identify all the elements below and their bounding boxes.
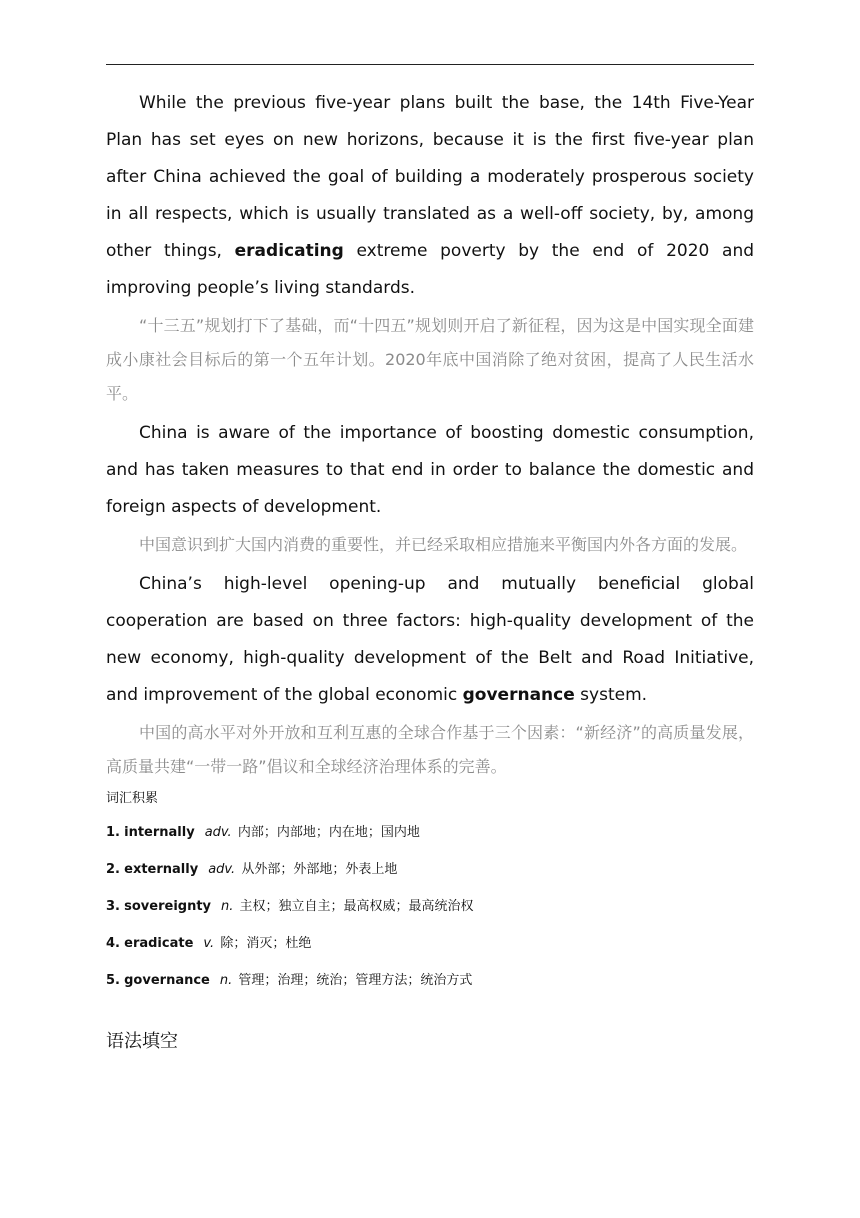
vocab-item bbox=[106, 851, 754, 888]
header-rule bbox=[106, 64, 754, 65]
english-paragraph-3 bbox=[106, 566, 754, 714]
document-body bbox=[106, 85, 754, 1053]
vocab-item bbox=[106, 925, 754, 962]
chinese-translation-1: “十三五”规划打下了基础，而“十四五”规划则开启了新征程，因为这是中国实现全面建成小康社会目标后的第一个五年计划。2020年底中国消除了绝对贫困，提高了人民生活水平。 bbox=[106, 316, 754, 403]
vocab-pos: adv. bbox=[208, 862, 236, 877]
vocab-item bbox=[106, 962, 754, 999]
vocab-word: externally bbox=[124, 862, 199, 877]
vocab-word: internally bbox=[124, 825, 195, 840]
vocab-item bbox=[106, 888, 754, 925]
highlighted-word: eradicating bbox=[234, 241, 344, 261]
vocab-meaning: 主权；独立自主；最高权威；最高统治权 bbox=[239, 899, 474, 914]
vocab-number: 5. bbox=[106, 973, 120, 988]
paragraph-text: extreme poverty by the end of 2020 and improving people’s living standards. bbox=[106, 241, 755, 298]
vocab-word: sovereignty bbox=[124, 899, 212, 914]
paragraph-text: system. bbox=[574, 685, 648, 705]
vocab-pos: v. bbox=[203, 936, 215, 951]
paragraph-text: China’s high-level opening-up and mutually beneficial global cooperation are based on three factors: high-quality development of the new economy, high-quality development of the Belt and Road Initiative, and improvement of the global economic bbox=[106, 574, 754, 705]
vocab-number: 4. bbox=[106, 936, 120, 951]
vocab-number: 1. bbox=[106, 825, 120, 840]
vocab-number: 2. bbox=[106, 862, 120, 877]
vocab-meaning: 从外部；外部地；外表上地 bbox=[241, 862, 398, 877]
vocab-number: 3. bbox=[106, 899, 120, 914]
vocab-pos: adv. bbox=[204, 825, 232, 840]
section-heading: 语法填空 bbox=[106, 1031, 178, 1052]
chinese-translation-3: 中国的高水平对外开放和互利互惠的全球合作基于三个因素：“新经济”的高质量发展，高质量共建“一带一路”倡议和全球经济治理体系的完善。 bbox=[106, 723, 754, 776]
vocab-word: governance bbox=[124, 973, 210, 988]
vocab-meaning: 内部；内部地；内在地；国内地 bbox=[237, 825, 420, 840]
paragraph-text: While the previous five-year plans built the base, the 14th Five-Year Plan has set eyes on new horizons, because it is the first five-year plan after China achieved the goal of building a moderately prosperous society in all respects, which is usually translated as a well-off society, by, among other things, bbox=[106, 93, 754, 261]
vocab-pos: n. bbox=[221, 899, 234, 914]
vocab-meaning: 除；消灭；杜绝 bbox=[220, 936, 312, 951]
english-paragraph-1 bbox=[106, 85, 754, 307]
english-paragraph-2 bbox=[106, 415, 754, 526]
vocab-heading: 词汇积累 bbox=[106, 791, 159, 806]
vocab-meaning: 管理；治理；统治；管理方法；统治方式 bbox=[238, 973, 473, 988]
highlighted-word: governance bbox=[462, 685, 575, 705]
chinese-translation-2: 中国意识到扩大国内消费的重要性，并已经采取相应措施来平衡国内外各方面的发展。 bbox=[139, 535, 748, 554]
vocab-word: eradicate bbox=[124, 936, 194, 951]
paragraph-text: China is aware of the importance of boosting domestic consumption, and has taken measures to that end in order to balance the domestic and foreign aspects of development. bbox=[106, 423, 754, 517]
vocab-item bbox=[106, 814, 754, 851]
vocab-pos: n. bbox=[219, 973, 233, 988]
vocab-list bbox=[106, 814, 754, 999]
